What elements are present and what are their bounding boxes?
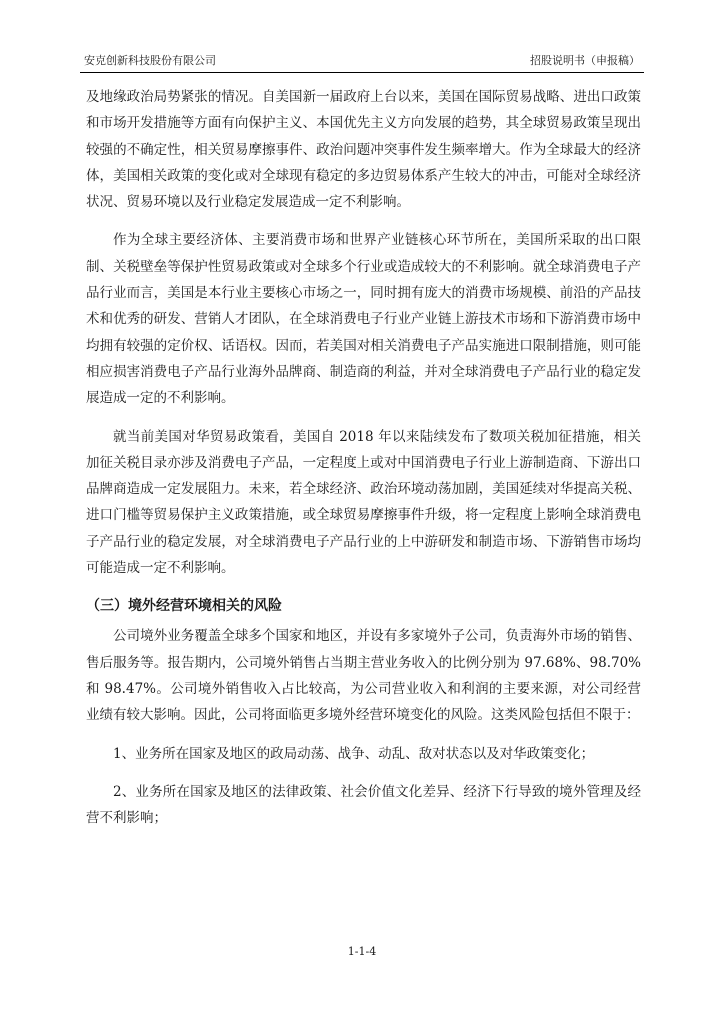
- page-header: [80, 50, 644, 73]
- paragraph-continuation: 及地缘政治局势紧张的情况。自美国新一届政府上台以来，美国在国际贸易战略、进出口政策和市场开发措施等方面有向保护主义、本国优先主义方向发展的趋势，其全球贸易政策呈现出较强的不确定性，相关贸易摩擦事件、政治问题冲突事件发生频率增大。作为全球最大的经济体，美国相关政策的变化或对全球现有稳定的多边贸易体系产生较大的冲击，可能对全球经济状况、贸易环境以及行业稳定发展造成一定不利影响。: [86, 89, 641, 211]
- section-heading: （三）境外经营环境相关的风险: [86, 598, 282, 615]
- page-number: 1-1-4: [347, 945, 377, 958]
- paragraph-overseas-risk: 公司境外业务覆盖全球多个国家和地区，并设有多家境外子公司，负责海外市场的销售、售后服务等。报告期内，公司境外销售占当期主营业务收入的比例分别为 97.68%、98.70%和 98.47%。公司境外销售收入占比较高，为公司营业收入和利润的主要来源，对公司经营业绩有较大影响。因此，公司将面临更多境外经营环境变化的风险。这类风险包括但不限于：: [86, 628, 641, 724]
- list-item-2: 2、业务所在国家及地区的法律政策、社会价值文化差异、经济下行导致的境外管理及经营不利影响；: [86, 783, 641, 827]
- document-type: 招股说明书（申报稿）: [530, 54, 640, 67]
- page-body: [86, 84, 641, 843]
- list-item-1: 1、业务所在国家及地区的政局动荡、战争、动乱、敌对状态以及对华政策变化；: [113, 745, 595, 762]
- company-name: 安克创新科技股份有限公司: [84, 54, 216, 67]
- paragraph-tariff-measures: 就当前美国对华贸易政策看，美国自 2018 年以来陆续发布了数项关税加征措施，相关加征关税目录亦涉及消费电子产品，一定程度上或对中国消费电子行业上游制造商、下游出口品牌商造成一定发展阻力。未来，若全球经济、政治环境动荡加剧，美国延续对华提高关税、进口门槛等贸易保护主义政策措施，或全球贸易摩擦事件升级，将一定程度上影响全球消费电子产品行业的稳定发展，对全球消费电子产品行业的上中游研发和制造市场、下游销售市场均可能造成一定不利影响。: [86, 428, 641, 577]
- paragraph-us-policy-impact: 作为全球主要经济体、主要消费市场和世界产业链核心环节所在，美国所采取的出口限制、关税壁垒等保护性贸易政策或对全球多个行业或造成较大的不利影响。就全球消费电子产品行业而言，美国是本行业主要核心市场之一，同时拥有庞大的消费市场规模、前沿的产品技术和优秀的研发、营销人才团队，在全球消费电子行业产业链上游技术市场和下游消费市场中均拥有较强的定价权、话语权。因而，若美国对相关消费电子产品实施进口限制措施，则可能相应损害消费电子产品行业海外品牌商、制造商的利益，并对全球消费电子产品行业的稳定发展造成一定的不利影响。: [86, 232, 641, 407]
